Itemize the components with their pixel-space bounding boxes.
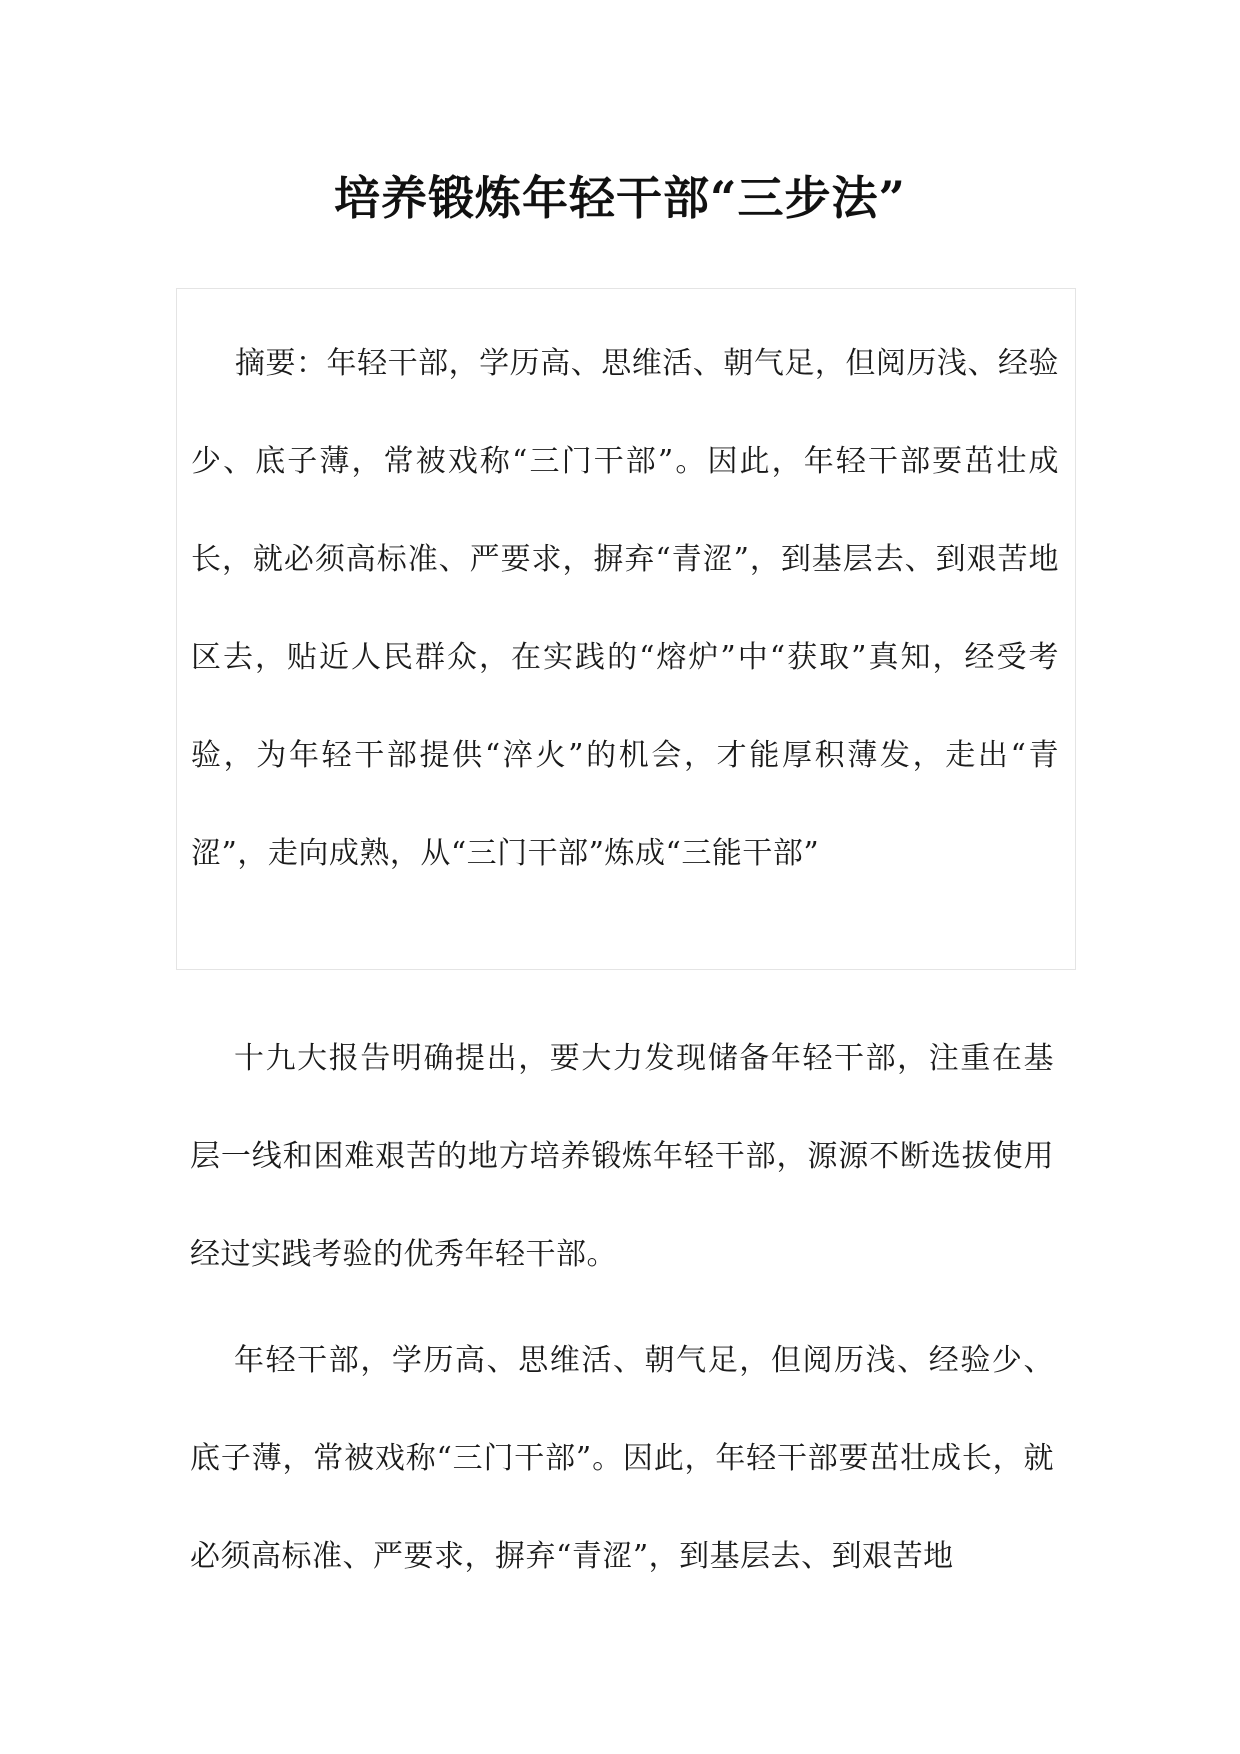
document-title: 培养锻炼年轻干部“三步法” bbox=[334, 171, 906, 225]
body-paragraph-1: 十九大报告明确提出，要大力发现储备年轻干部，注重在基层一线和困难艰苦的地方培养锻炼年轻干部，源源不断选拔使用经过实践考验的优秀年轻干部。 bbox=[190, 1041, 1054, 1272]
abstract-text: 摘要：年轻干部，学历高、思维活、朝气足，但阅历浅、经验少、底子薄，常被戏称“三门干部”。因此，年轻干部要茁壮成长，就必须高标准、严要求，摒弃“青涩”，到基层去、到艰苦地区去，贴近人民群众，在实践的“熔炉”中“获取”真知，经受考验，为年轻干部提供“淬火”的机会，才能厚积薄发，走出“青涩”，走向成熟，从“三门干部”炼成“三能干部” bbox=[191, 346, 1059, 871]
abstract-box bbox=[176, 288, 1076, 970]
body-paragraph-2: 年轻干部，学历高、思维活、朝气足，但阅历浅、经验少、底子薄，常被戏称“三门干部”。因此，年轻干部要茁壮成长，就必须高标准、严要求，摒弃“青涩”，到基层去、到艰苦地 bbox=[190, 1343, 1054, 1574]
